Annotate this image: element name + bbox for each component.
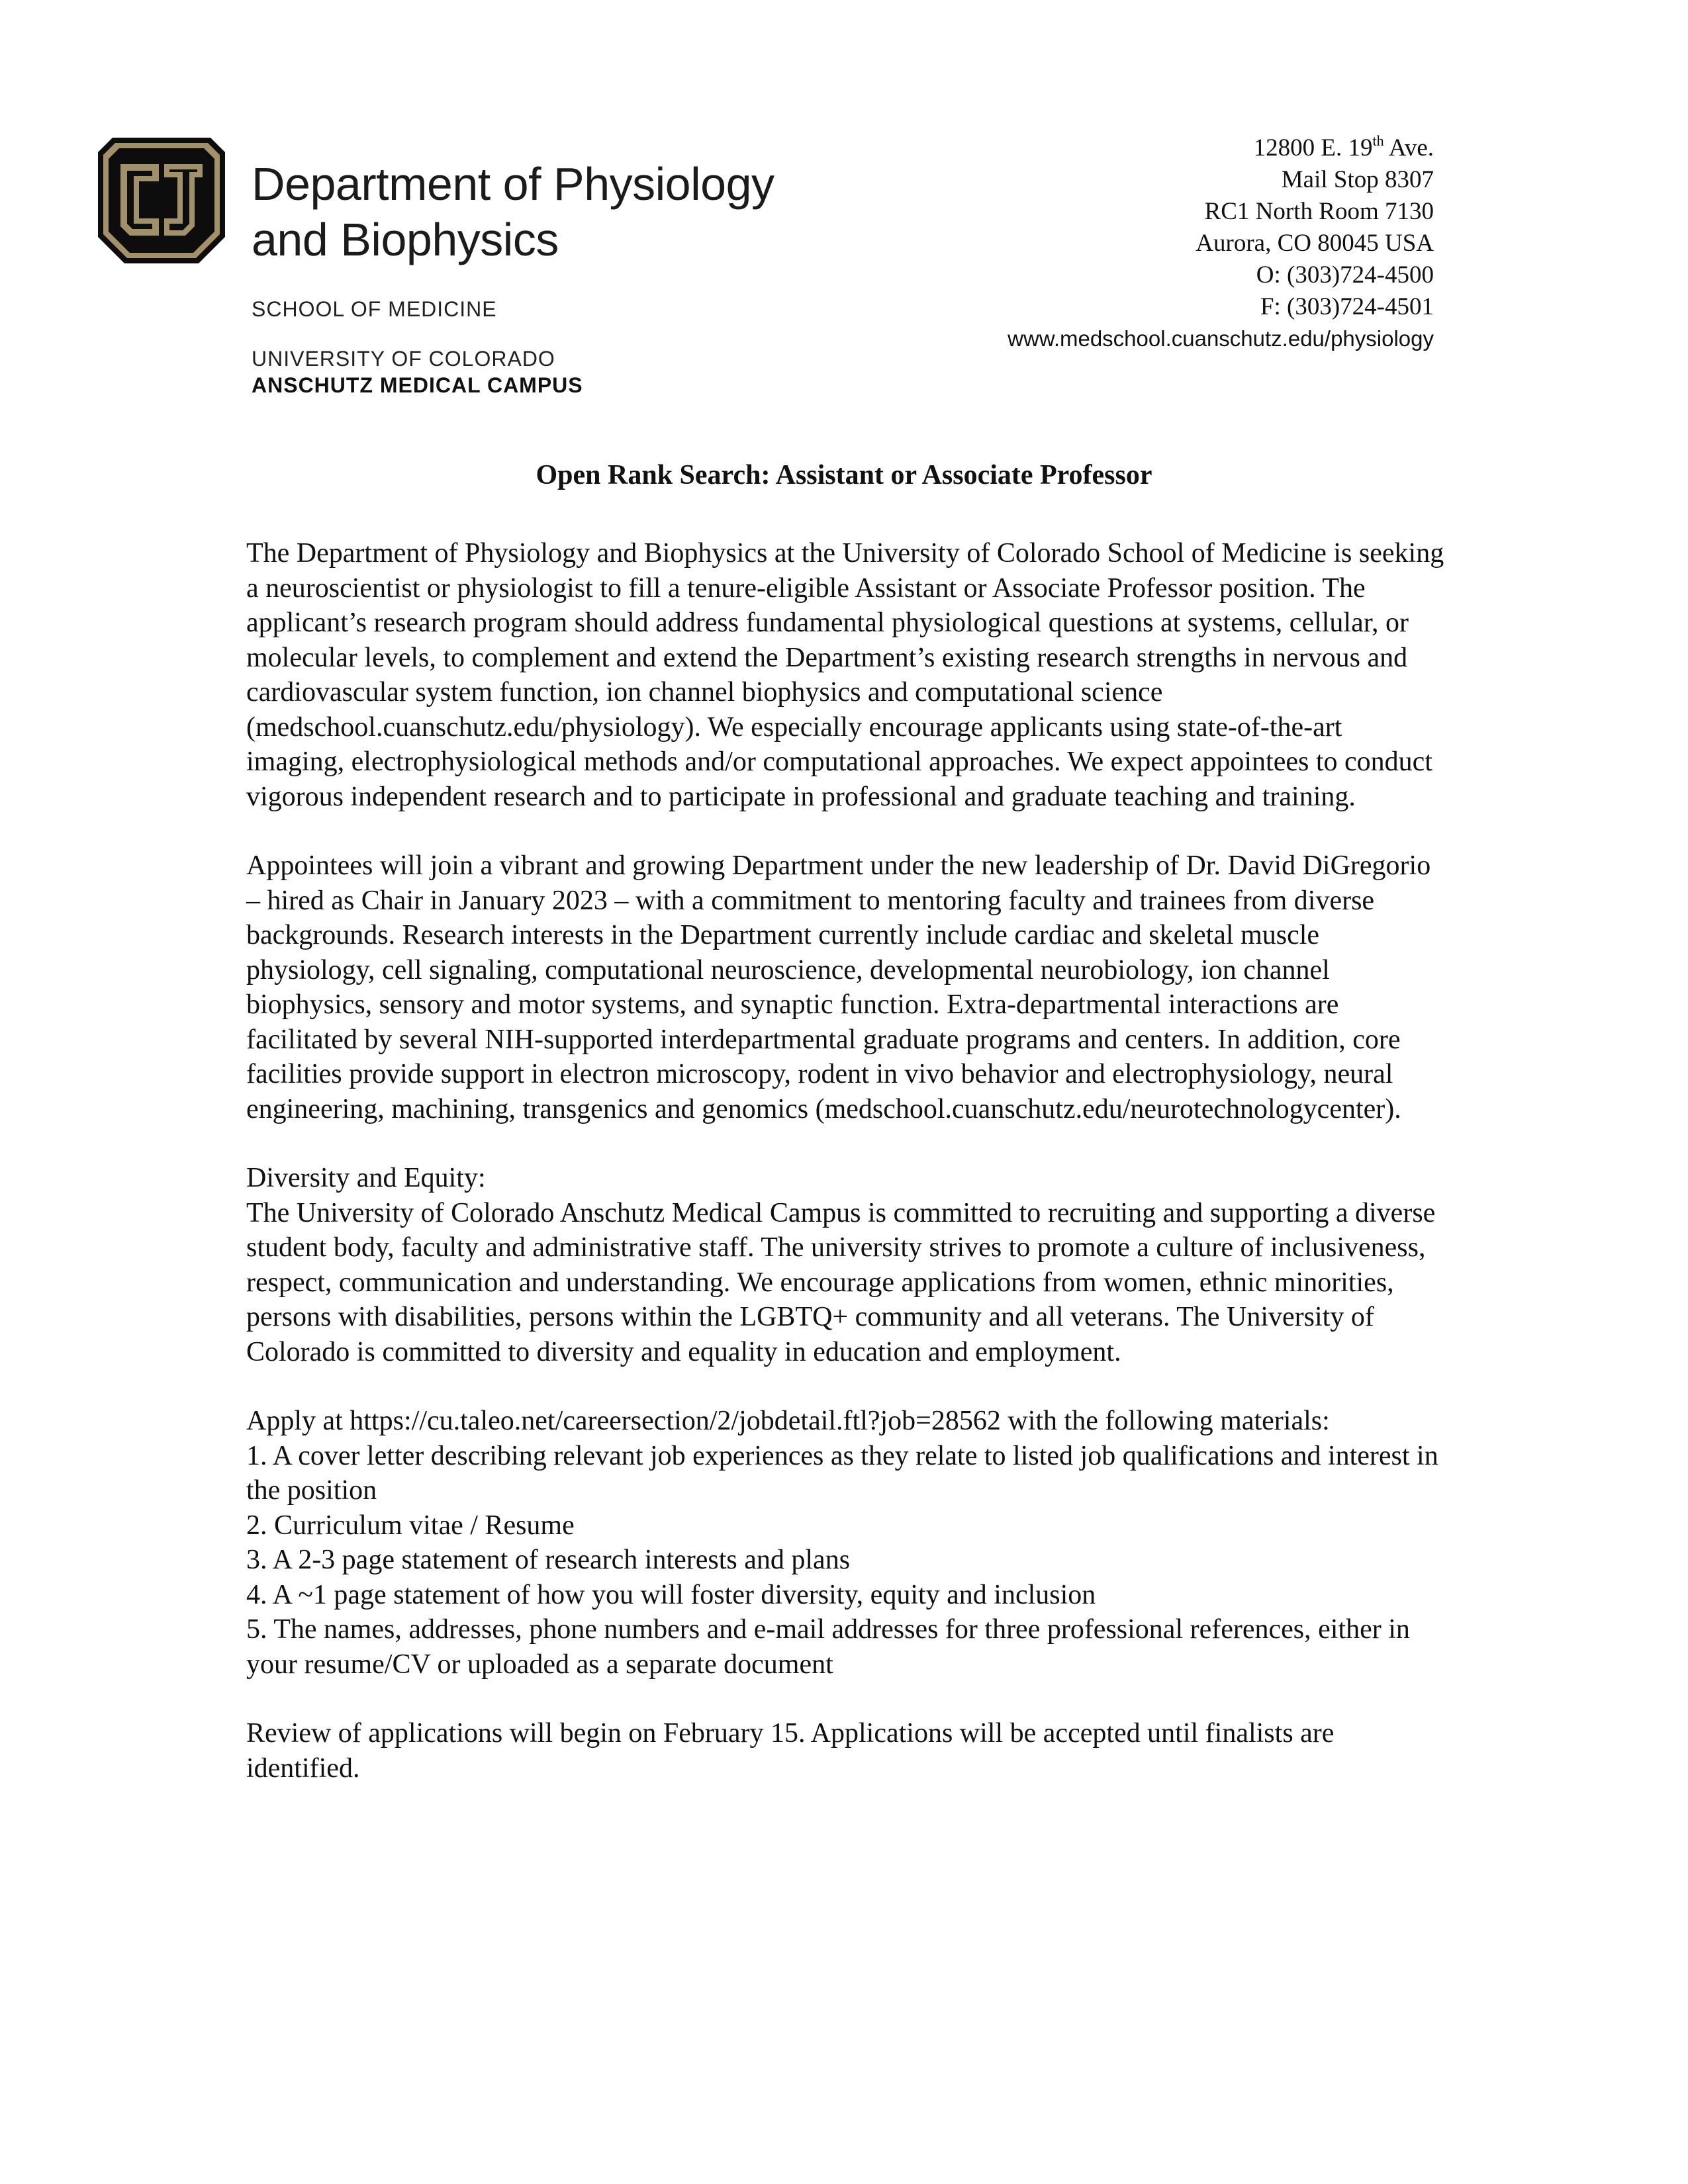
city: Aurora, CO 80045 USA (1196, 230, 1434, 257)
document-title: Open Rank Search: Assistant or Associate Professor (536, 460, 1152, 490)
list-item: 5. The names, addresses, phone numbers and e-mail addresses for three professional references, either in your resume/CV or uploaded as a separate document (246, 1614, 1410, 1680)
diversity-paragraph: The University of Colorado Anschutz Medical Campus is committed to recruiting and supporting a diverse student body, faculty and administrative staff. The university strives to promote a culture of inclusiveness, respect, communication and understanding. We encourage applications from women, ethnic minorities, persons with disabilities, persons within the LGBTQ+ community and all veterans. The University of Colorado is committed to diversity and equality in education and employment. (246, 1197, 1436, 1367)
school-name: SCHOOL OF MEDICINE (252, 297, 497, 321)
document-body (246, 536, 1444, 1786)
room: RC1 North Room 7130 (1204, 198, 1434, 225)
cu-logo (98, 138, 225, 263)
office-phone: O: (303)724-4500 (1256, 261, 1434, 289)
intro-paragraph: The Department of Physiology and Biophysics at the University of Colorado School of Medicine is seeking a neuroscientist or physiologist to fill a tenure-eligible Assistant or Associate Professor position. The applicant’s research program should address fundamental physiological questions at systems, cellular, or molecular levels, to complement and extend the Department’s existing research strengths in nervous and cardiovascular system function, ion channel biophysics and computational science (medschool.cuanschutz.edu/physiology). We especially encourage applicants using state-of-the-art imaging, electrophysiological methods and/or computational approaches. We expect appointees to conduct vigorous independent research and to participate in professional and graduate teaching and training. (246, 538, 1444, 812)
campus-name: ANSCHUTZ MEDICAL CAMPUS (252, 373, 583, 397)
mail-stop: Mail Stop 8307 (1281, 166, 1434, 193)
department-paragraph: Appointees will join a vibrant and growing Department under the new leadership of Dr. David DiGregorio – hired as Chair in January 2023 – with a commitment to mentoring faculty and trainees from diverse backgrounds. Research interests in the Department currently include cardiac and skeletal muscle physiology, cell signaling, computational neuroscience, developmental neurobiology, ion channel biophysics, sensory and motor systems, and synaptic function. Extra-departmental interactions are facilitated by several NIH-supported interdepartmental graduate programs and centers. In addition, core facilities provide support in electron microscopy, rodent in vivo behavior and electrophysiology, neural engineering, machining, transgenics and genomics (medschool.cuanschutz.edu/neurotechnologycenter). (246, 850, 1431, 1124)
list-item: 2. Curriculum vitae / Resume (246, 1510, 575, 1541)
list-item: 3. A 2-3 page statement of research interests and plans (246, 1545, 851, 1575)
review-paragraph: Review of applications will begin on February 15. Applications will be accepted until finalists are identified. (246, 1718, 1335, 1784)
website-link[interactable]: www.medschool.cuanschutz.edu/physiology (1008, 326, 1434, 351)
materials-list (246, 1439, 1444, 1682)
fax: F: (303)724-4501 (1260, 293, 1434, 320)
apply-instructions: Apply at https://cu.taleo.net/careersection/2/jobdetail.ftl?job=28562 with the following materials: (246, 1406, 1330, 1436)
university-name: UNIVERSITY OF COLORADO (252, 347, 555, 371)
list-item: 1. A cover letter describing relevant job experiences as they relate to listed job qualifications and interest in the position (246, 1440, 1438, 1506)
letterhead-address (1008, 132, 1434, 355)
department-name: Department of Physiology and Biophysics (252, 158, 774, 265)
list-item: 4. A ~1 page statement of how you will foster diversity, equity and inclusion (246, 1579, 1096, 1610)
street-address: 12800 E. 19th Ave. (1253, 132, 1434, 161)
diversity-heading: Diversity and Equity: (246, 1163, 486, 1193)
letterhead-department-block (252, 156, 774, 398)
